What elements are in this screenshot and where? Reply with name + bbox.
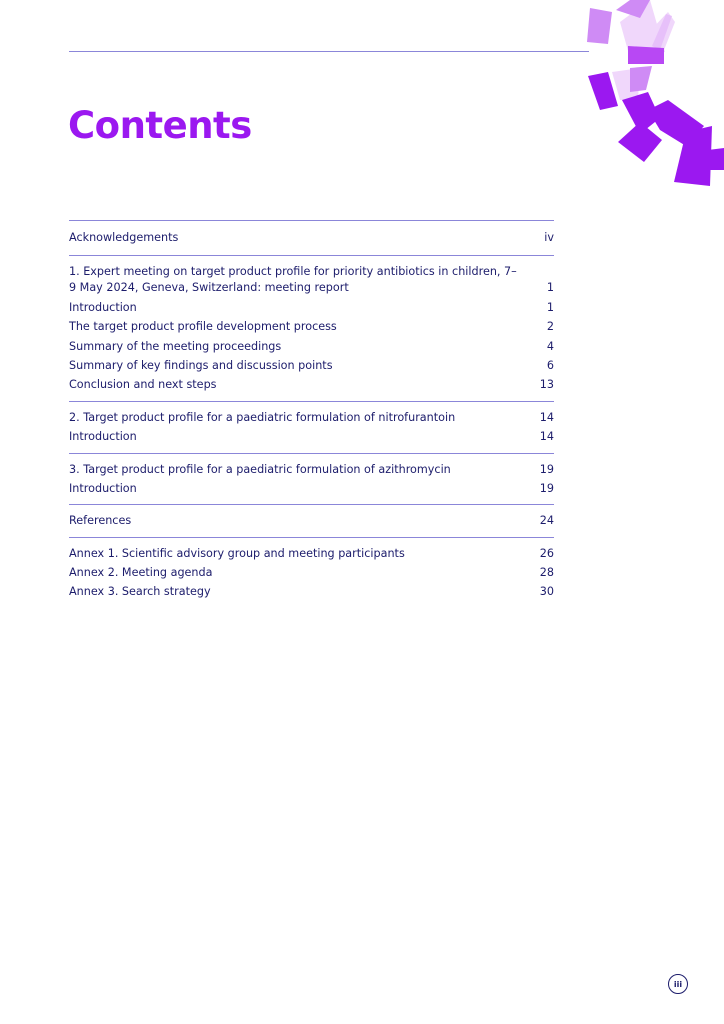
toc-entry[interactable] <box>69 339 554 355</box>
toc-entry-label: Introduction <box>69 481 137 495</box>
toc-section-annexes <box>69 537 554 608</box>
toc-entry-page: 13 <box>539 378 554 392</box>
toc-section-acknowledgements <box>69 220 554 255</box>
toc-entry-page: 2 <box>546 320 554 334</box>
toc-entry-label: The target product profile development process <box>69 320 337 334</box>
toc-entry-label: Annex 2. Meeting agenda <box>69 566 213 580</box>
toc-entry-page: 19 <box>539 481 554 495</box>
toc-entry-page: 1 <box>546 281 554 295</box>
toc-entry-label: References <box>69 514 132 528</box>
toc-entry[interactable] <box>69 300 554 316</box>
toc-section-1 <box>69 255 554 400</box>
table-of-contents <box>69 220 554 608</box>
toc-entry[interactable] <box>69 584 554 600</box>
toc-entry-label: Introduction <box>69 430 137 444</box>
toc-entry-page: iv <box>544 231 554 244</box>
toc-entry-page: 14 <box>539 410 554 424</box>
toc-entry[interactable] <box>69 565 554 581</box>
toc-entry[interactable] <box>69 377 554 393</box>
toc-section-references <box>69 504 554 536</box>
toc-entry-label: Summary of the meeting proceedings <box>69 339 282 353</box>
toc-entry-label: Introduction <box>69 300 137 314</box>
toc-entry-page: 24 <box>539 514 554 528</box>
toc-section-3 <box>69 453 554 505</box>
toc-entry-label: Annex 3. Search strategy <box>69 585 211 599</box>
toc-entry[interactable] <box>69 319 554 335</box>
toc-entry[interactable] <box>69 481 554 497</box>
toc-entry[interactable] <box>69 429 554 445</box>
toc-entry-page: 4 <box>546 339 554 353</box>
toc-entry-page: 30 <box>539 585 554 599</box>
toc-entry[interactable] <box>69 513 554 529</box>
page-number-badge: iii <box>668 974 688 994</box>
toc-entry[interactable] <box>69 462 554 478</box>
decorative-arc-motif-icon <box>0 0 724 200</box>
page-title: Contents <box>68 104 252 147</box>
toc-entry-page: 14 <box>539 430 554 444</box>
toc-entry-label: Conclusion and next steps <box>69 378 217 392</box>
toc-section-2 <box>69 401 554 453</box>
toc-entry[interactable] <box>69 230 554 246</box>
toc-entry-page: 1 <box>546 300 554 314</box>
toc-entry[interactable] <box>69 358 554 374</box>
toc-entry-page: 26 <box>539 546 554 560</box>
toc-entry-page: 6 <box>546 358 554 372</box>
toc-entry-label: 3. Target product profile for a paediatric formulation of azithromycin <box>69 462 451 476</box>
toc-entry-label: Annex 1. Scientific advisory group and meeting participants <box>69 546 405 560</box>
toc-entry[interactable] <box>69 546 554 562</box>
toc-entry-page: 28 <box>539 566 554 580</box>
toc-entry-label: 1. Expert meeting on target product profile for priority antibiotics in children, 7–9 May 2024, Geneva, Switzerland: meeting report <box>69 265 517 295</box>
toc-entry-label: Acknowledgements <box>69 231 179 244</box>
toc-entry-label: 2. Target product profile for a paediatric formulation of nitrofurantoin <box>69 410 456 424</box>
toc-entry-page: 19 <box>539 462 554 476</box>
toc-entry[interactable] <box>69 410 554 426</box>
toc-entry[interactable] <box>69 264 554 296</box>
toc-entry-label: Summary of key findings and discussion points <box>69 358 333 372</box>
